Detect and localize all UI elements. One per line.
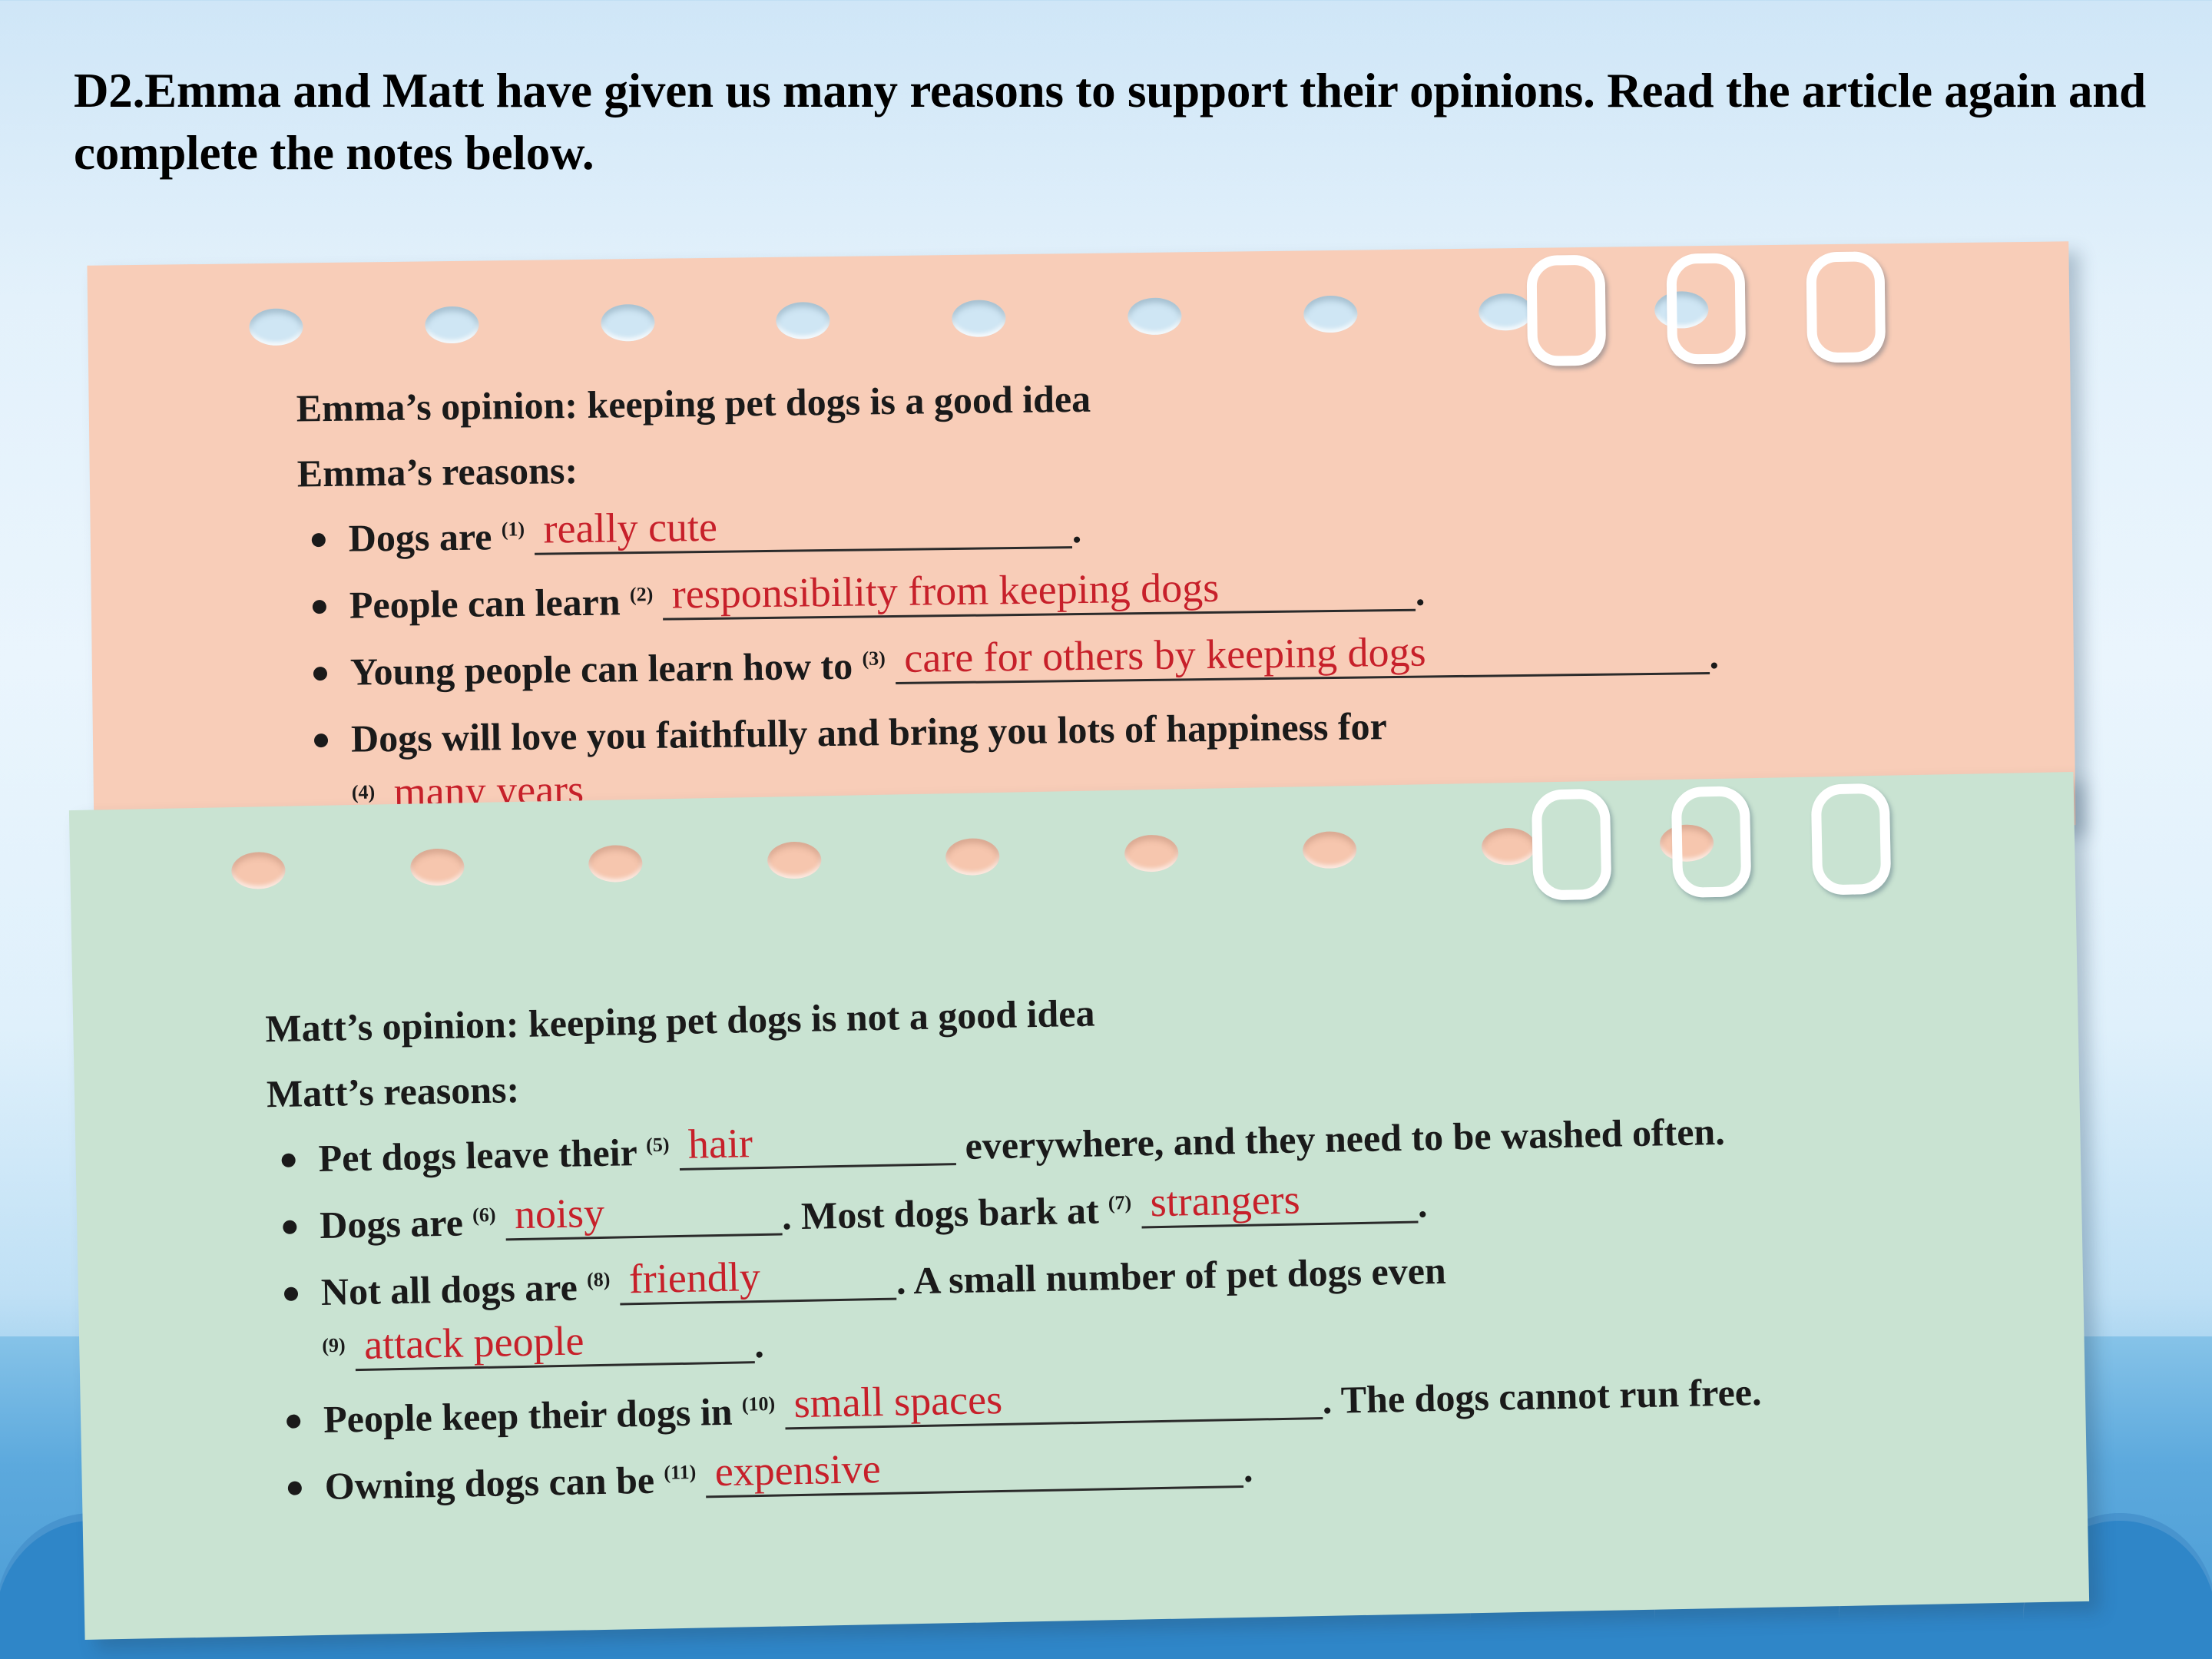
answer-blank[interactable] [678, 1120, 955, 1171]
answer-blank[interactable] [784, 1374, 1323, 1429]
punch-hole [425, 306, 479, 344]
reason-text-before: Not all dogs are [320, 1265, 578, 1313]
punch-hole [945, 838, 1000, 876]
reason-text-before: Dogs will love you faithfully and bring you lots of happiness for [350, 704, 1388, 760]
answer-blank[interactable] [534, 503, 1072, 555]
answer-text: friendly [628, 1253, 761, 1303]
reason-text-after: . The dogs cannot run free. [1322, 1369, 1762, 1422]
blank-number: (1) [501, 518, 525, 541]
blank-number: (9) [322, 1333, 346, 1357]
blank-number: (7) [1108, 1191, 1132, 1214]
list-item [298, 555, 1988, 637]
spiral-ring-icon [1811, 783, 1892, 896]
blank-number: (6) [472, 1203, 496, 1227]
reason-text-after: . [753, 1322, 765, 1366]
reason-text-before: Owning dogs can be [324, 1458, 655, 1508]
reason-text-after: . [783, 772, 794, 816]
blank-number: (8) [586, 1268, 611, 1291]
reason-text-after: . [1709, 633, 1720, 677]
matt-spiral-rings [1532, 783, 1892, 901]
answer-blank[interactable] [895, 629, 1710, 684]
answer-text: care for others by keeping dogs [903, 628, 1426, 681]
answer-text: expensive [714, 1445, 882, 1495]
spiral-ring-icon [1532, 789, 1612, 901]
reason-text-before: Young people can learn how to [349, 644, 853, 694]
emma-spiral-rings [1526, 251, 1886, 366]
answer-text: noisy [514, 1189, 605, 1238]
answer-blank[interactable] [505, 1190, 782, 1240]
blank-number: (2) [629, 583, 654, 606]
answer-blank[interactable] [1141, 1178, 1418, 1229]
emma-note-body [296, 358, 1991, 837]
emma-note-card [87, 241, 2075, 849]
answer-text: responsibility from keeping dogs [671, 564, 1220, 618]
page-title: D2.Emma and Matt have given us many reasons to support their opinions. Read the article again and complete the notes below. [74, 64, 2146, 180]
answer-blank[interactable] [705, 1442, 1243, 1498]
reason-text-before: People keep their dogs in [323, 1389, 733, 1441]
answer-blank[interactable] [662, 566, 1416, 621]
punch-hole [601, 304, 655, 342]
reason-text-after: . [1243, 1446, 1253, 1490]
blank-number: (5) [645, 1133, 670, 1157]
spiral-ring-icon [1526, 255, 1606, 366]
reason-text-after: . [1415, 570, 1426, 614]
blank-number: (3) [862, 647, 886, 670]
answer-text: really cute [543, 503, 718, 552]
emma-opinion: Emma’s opinion: keeping pet dogs is a good idea [296, 376, 1091, 430]
punch-hole [1481, 828, 1535, 866]
answer-blank[interactable] [355, 1318, 755, 1371]
reason-text-after: everywhere, and they need to be washed often. [965, 1109, 1726, 1167]
matt-reasons-label: Matt’s reasons: [266, 1067, 520, 1116]
emma-reasons-label: Emma’s reasons: [296, 449, 578, 495]
punch-hole [588, 845, 643, 882]
spiral-ring-icon [1671, 786, 1752, 898]
answer-text: many years [393, 766, 584, 815]
punch-hole [1124, 834, 1178, 872]
emma-note-surface [87, 241, 2075, 849]
reason-text-before: Dogs are [319, 1200, 464, 1247]
matt-note-card [69, 772, 2089, 1640]
punch-hole [249, 308, 303, 346]
blank-number: (4) [351, 780, 376, 803]
matt-opinion: Matt’s opinion: keeping pet dogs is not a good idea [264, 991, 1095, 1051]
reason-text-before: People can learn [349, 580, 621, 627]
punch-hole [1303, 831, 1357, 869]
reason-text-before: Dogs are [348, 515, 492, 560]
punch-hole [1479, 293, 1533, 331]
answer-text: strangers [1150, 1176, 1301, 1226]
punch-hole [231, 852, 286, 889]
spiral-ring-icon [1666, 253, 1746, 364]
matt-reason-list [267, 1096, 2002, 1518]
answer-blank[interactable] [619, 1255, 896, 1306]
blank-number: (10) [741, 1392, 776, 1416]
spiral-ring-icon [1806, 251, 1886, 363]
reason-text-after: . A small number of pet dogs even [896, 1248, 1447, 1303]
answer-text: small spaces [793, 1376, 1003, 1427]
list-item [299, 622, 1989, 704]
punch-hole [1128, 297, 1182, 335]
blank-number: (11) [664, 1460, 697, 1484]
punch-hole [409, 848, 464, 886]
list-item [270, 1230, 2000, 1384]
reason-text-before: Pet dogs leave their [318, 1131, 637, 1180]
answer-text: hair [687, 1120, 753, 1167]
punch-hole [776, 302, 830, 339]
matt-note-body [265, 965, 2003, 1524]
reason-text-after: . [1071, 507, 1082, 551]
reason-text-after: . Most dogs bark at [781, 1188, 1100, 1238]
punch-hole [767, 841, 821, 879]
matt-note-surface [69, 772, 2089, 1640]
punch-hole [952, 300, 1006, 337]
reason-text-after: . [1417, 1182, 1428, 1226]
punch-hole [1303, 296, 1358, 333]
answer-text: attack people [363, 1317, 585, 1368]
